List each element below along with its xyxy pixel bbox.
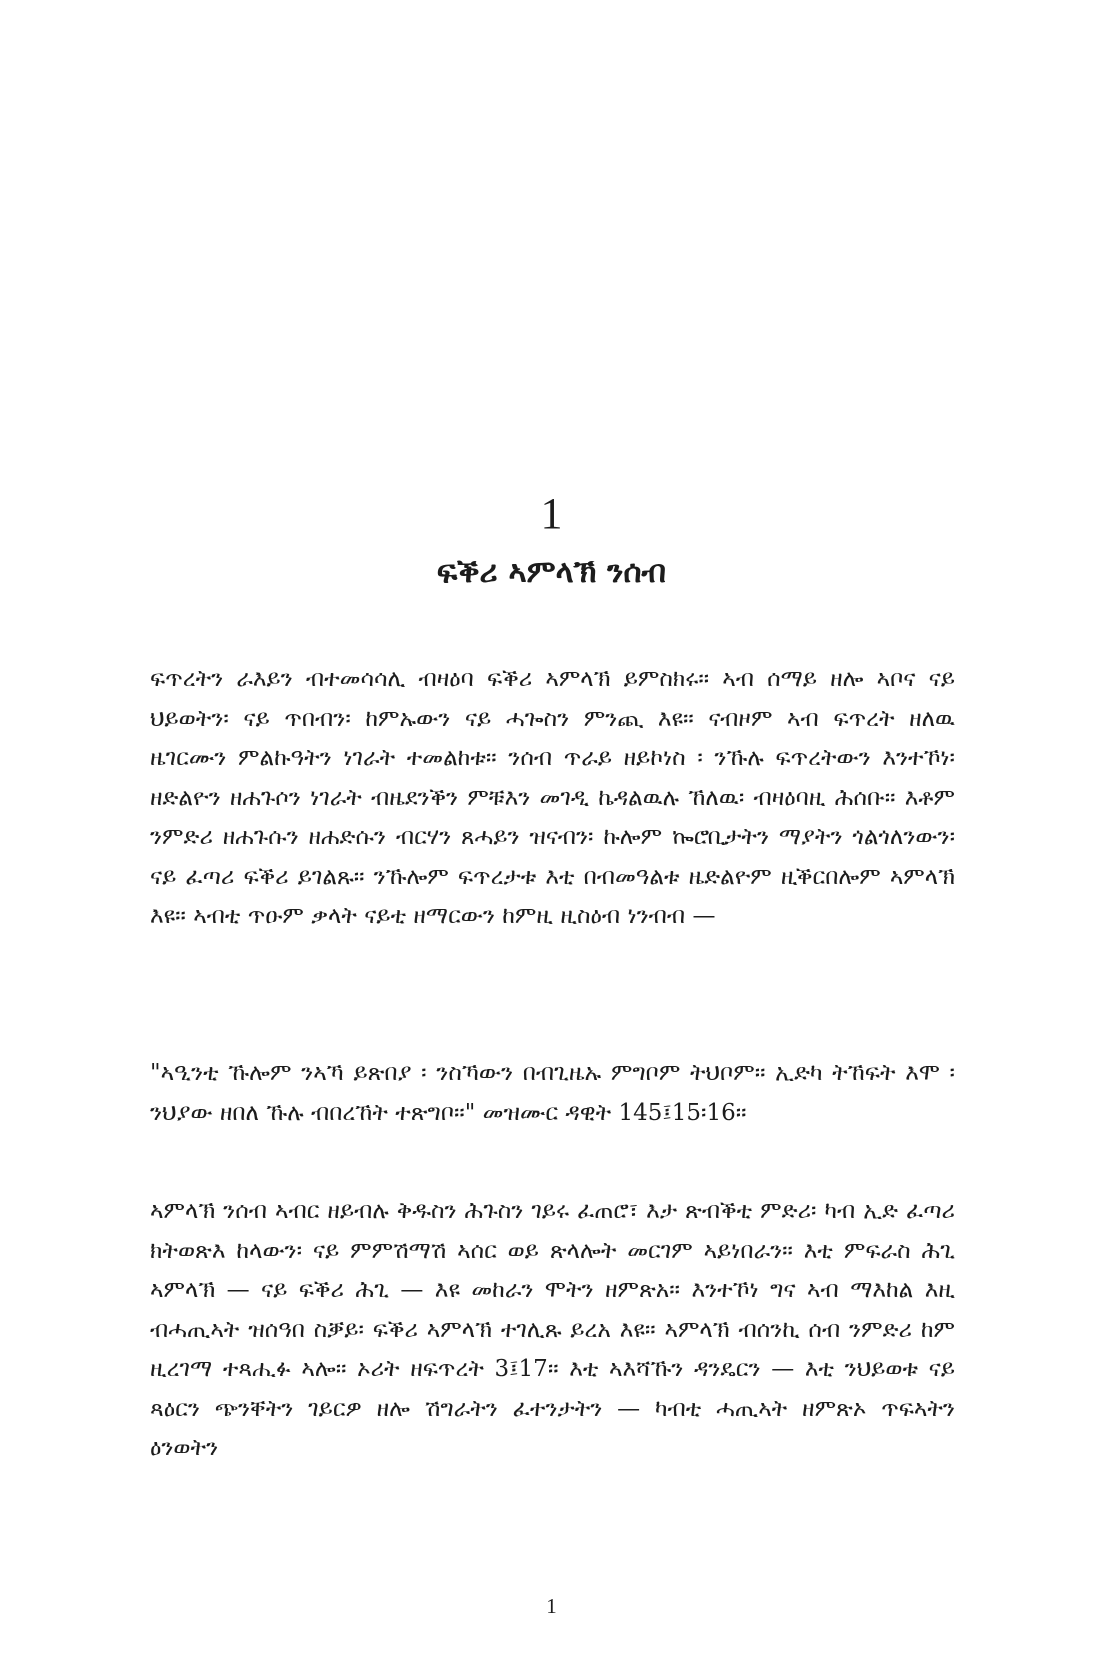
- chapter-number: 1: [540, 489, 563, 538]
- page-number: 1: [546, 1594, 557, 1618]
- body-paragraph: ፍጥረትን ራእይን ብተመሳሳሊ ብዛዕባ ፍቕሪ ኣምላኽ ይምስክሩ። ኣብ ሰማይ ዘሎ ኣቦና ናይ ህይወትን፡ ናይ ጥበብን፡ ከምኡውን ናይ ሓጐስን ምንጪ እዩ። ናብዞም ኣብ ፍጥረት ዘለዉ ዜገርሙን ምልኩዓትን ነገራት ተመልከቱ። ንሰብ ጥራይ ዘይኮነስ ፡ ንኹሉ ፍጥረትውን እንተኾነ፡ ዘድልዮን ዘሐጉሶን ነገራት ብዜደንቕን ምቹእን መገዲ ኬዳልዉሉ ኸለዉ፡ ብዛዕባዚ ሕሰቡ። እቶም ንምድሪ ዘሐጉሱን ዘሐድሱን ብርሃን ጸሓይን ዝናብን፡ ኩሎም ኰሮቢታትን ማያትን ጎልጎለንውን፡ ናይ ፈጣሪ ፍቕሪ ይገልጹ። ንኹሎም ፍጥረታቱ እቲ በብመዓልቱ ዜድልዮም ዚቕርበሎም ኣምላኽ እዩ። ኣብቲ ጥዑም ቃላት ናይቲ ዘማርውን ከምዚ ዚስዕብ ነንብብ —: [150, 666, 955, 929]
- chapter-title: ፍቕሪ ኣምላኽ ንሰብ: [436, 554, 667, 590]
- scripture-quote-paragraph: "ኣዒንቲ ኹሎም ንኣኻ ይጽበያ ፡ ንስኻውን በብጊዜኡ ምግቦም ትህቦም። ኢድካ ትኸፍት እሞ ፡ ንህያው ዘበለ ኹሉ ብበረኸት ተጽግቦ።" መዝሙር ዳዊት 145፤15፡16።: [150, 1060, 955, 1126]
- body-paragraph: ኣምላኽ ንሰብ ኣብር ዘይብሉ ቅዱስን ሕጉስን ገይሩ ፈጠሮ፣ እታ ጽብቕቲ ምድሪ፡ ካብ ኢድ ፈጣሪ ክትወጽእ ከላውን፡ ናይ ምምሽማሽ ኣሰር ወይ ጽላሎት መርገም ኣይነበራን። እቲ ምፍራስ ሕጊ ኣምላኽ — ናይ ፍቕሪ ሕጊ — እዩ መከራን ሞትን ዘምጽአ። እንተኾነ ግና ኣብ ማእከል እዚ ብሓጢኣት ዝሰዓበ ስቓይ፡ ፍቕሪ ኣምላኽ ተገሊጹ ይረአ እዩ። ኣምላኽ ብሰንኪ ሰብ ንምድሪ ከም ዚረገማ ተጻሒፉ ኣሎ። ኦሪት ዘፍጥረት 3፤17። እቲ ኣእሻኹን ዳንዴርን — እቲ ንህይወቱ ናይ ጻዕርን ጭንቐትን ገይርዎ ዘሎ ሽግራትን ፈተንታትን — ካብቲ ሓጢኣት ዘምጽኦ ጥፍኣትን ዕንወትን: [150, 1198, 955, 1461]
